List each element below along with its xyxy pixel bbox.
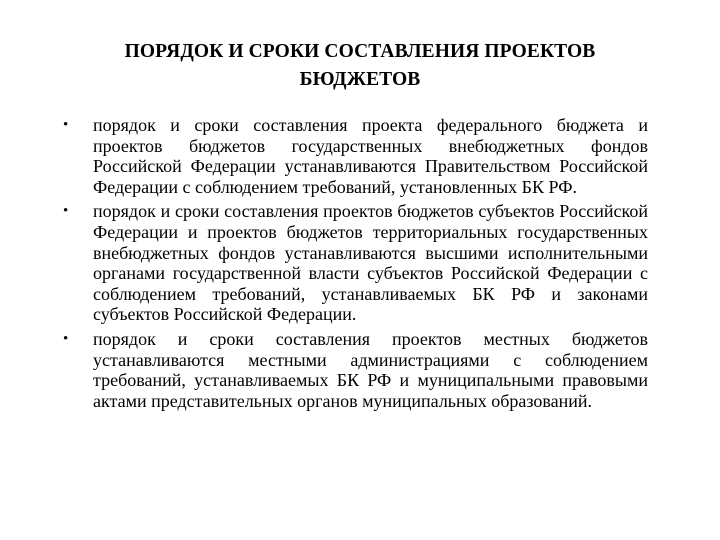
- bullet-text: порядок и сроки составления проектов местных бюджетов устанавливаются местными администрациями с соблюдением требований, устанавливаемых БК РФ и муниципальными правовыми актами представительных органов муниципальных образований.: [93, 328, 648, 411]
- bullet-item: [60, 329, 648, 411]
- bullet-marker: •: [63, 203, 69, 220]
- bullet-text: порядок и сроки составления проекта федерального бюджета и проектов бюджетов государственных внебюджетных фондов Российской Федерации устанавливаются Правительством Российской Федерации с соблюдением требований, установленных БК РФ.: [93, 115, 648, 197]
- bullet-marker: •: [63, 330, 69, 347]
- bullet-marker: •: [63, 117, 69, 133]
- slide-title-line-2: БЮДЖЕТОВ: [299, 69, 421, 90]
- bullet-item: [60, 201, 648, 325]
- slide-title: [60, 38, 660, 94]
- bullet-text: порядок и сроки составления проектов бюджетов субъектов Российской Федерации и проектов бюджетов территориальных государственных внебюджетных фондов устанавливаются высшими исполнительными органами государственной власти субъектов Российской Федерации с соблюдением требований, устанавливаемых БК РФ и законами субъектов Российской Федерации.: [93, 201, 648, 325]
- slide-title-line-1: ПОРЯДОК И СРОКИ СОСТАВЛЕНИЯ ПРОЕКТОВ: [124, 41, 596, 62]
- bullet-item: [60, 115, 648, 197]
- bullet-list: [60, 115, 648, 415]
